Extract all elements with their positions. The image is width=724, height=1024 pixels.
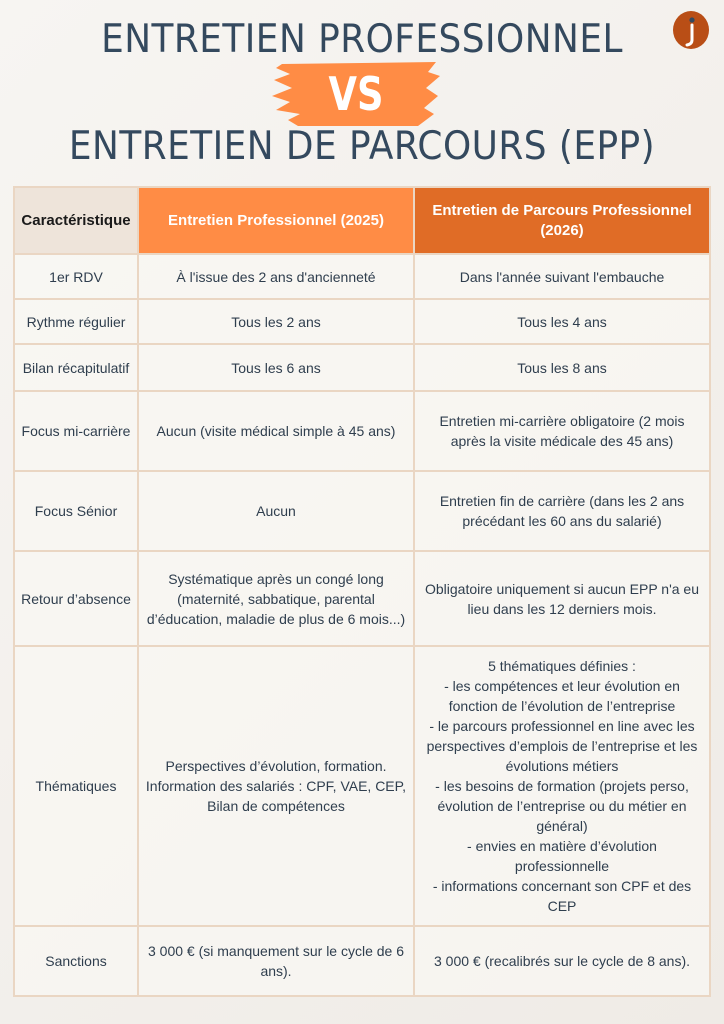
- brand-logo-icon: [671, 10, 711, 50]
- cell-2026: Entretien mi-carrière obligatoire (2 mois après la visite médicale des 45 ans): [414, 391, 710, 471]
- row-label: 1er RDV: [14, 254, 138, 299]
- title-line-2: ENTRETIEN DE PARCOURS (EPP): [68, 124, 656, 169]
- header-caracteristique: Caractéristique: [14, 187, 138, 254]
- cell-line: Perspectives d’évolution, formation.: [165, 758, 387, 774]
- table-row: [14, 344, 710, 391]
- cell-2025: Tous les 2 ans: [138, 299, 414, 344]
- title-line-1: ENTRETIEN PROFESSIONNEL: [101, 17, 623, 62]
- cell-2025: Aucun (visite médical simple à 45 ans): [138, 391, 414, 471]
- cell-2025: Systématique après un congé long (maternité, sabbatique, parental d’éducation, maladie de plus de 6 mois...): [138, 551, 414, 646]
- cell-line: - envies en matière d’évolution professionnelle: [467, 838, 657, 874]
- cell-2026: Dans l'année suivant l'embauche: [414, 254, 710, 299]
- table-row: [14, 254, 710, 299]
- row-label: Rythme régulier: [14, 299, 138, 344]
- comparison-table: [13, 186, 711, 997]
- cell-2025: [138, 646, 414, 926]
- cell-line: - le parcours professionnel en line avec les perspectives d’emplois de l’entreprise et les évolutions métiers: [426, 718, 698, 774]
- cell-2026: Obligatoire uniquement si aucun EPP n'a eu lieu dans les 12 derniers mois.: [414, 551, 710, 646]
- cell-line: - informations concernant son CPF et des CEP: [432, 878, 692, 914]
- cell-2025: À l'issue des 2 ans d'ancienneté: [138, 254, 414, 299]
- cell-2026: Tous les 4 ans: [414, 299, 710, 344]
- cell-2026: Entretien fin de carrière (dans les 2 ans précédant les 60 ans du salarié): [414, 471, 710, 551]
- cell-line: - les besoins de formation (projets perso, évolution de l’entreprise ou du métier en général): [435, 778, 689, 834]
- vs-label: VS: [328, 67, 384, 121]
- row-label: Retour d’absence: [14, 551, 138, 646]
- row-label: Thématiques: [14, 646, 138, 926]
- header-entretien-parcours: Entretien de Parcours Professionnel (2026): [414, 187, 710, 254]
- table-row: [14, 646, 710, 926]
- cell-2025: 3 000 € (si manquement sur le cycle de 6 ans).: [138, 926, 414, 996]
- table-row: [14, 926, 710, 996]
- row-label: Focus Sénior: [14, 471, 138, 551]
- cell-2026: Tous les 8 ans: [414, 344, 710, 391]
- cell-line: Information des salariés : CPF, VAE, CEP, Bilan de compétences: [145, 778, 407, 814]
- table-row: [14, 471, 710, 551]
- cell-line: 5 thématiques définies :: [488, 658, 636, 674]
- table-header-row: [14, 187, 710, 254]
- table-row: [14, 391, 710, 471]
- row-label: Sanctions: [14, 926, 138, 996]
- row-label: Bilan récapitulatif: [14, 344, 138, 391]
- cell-line: - les compétences et leur évolution en fonction de l’évolution de l’entreprise: [444, 678, 680, 714]
- header-entretien-professionnel: Entretien Professionnel (2025): [138, 187, 414, 254]
- cell-2025: Aucun: [138, 471, 414, 551]
- cell-2025: Tous les 6 ans: [138, 344, 414, 391]
- table-row: [14, 551, 710, 646]
- row-label: Focus mi-carrière: [14, 391, 138, 471]
- table-row: [14, 299, 710, 344]
- cell-2026: 3 000 € (recalibrés sur le cycle de 8 ans).: [414, 926, 710, 996]
- vs-banner: [268, 60, 444, 128]
- cell-2026: [414, 646, 710, 926]
